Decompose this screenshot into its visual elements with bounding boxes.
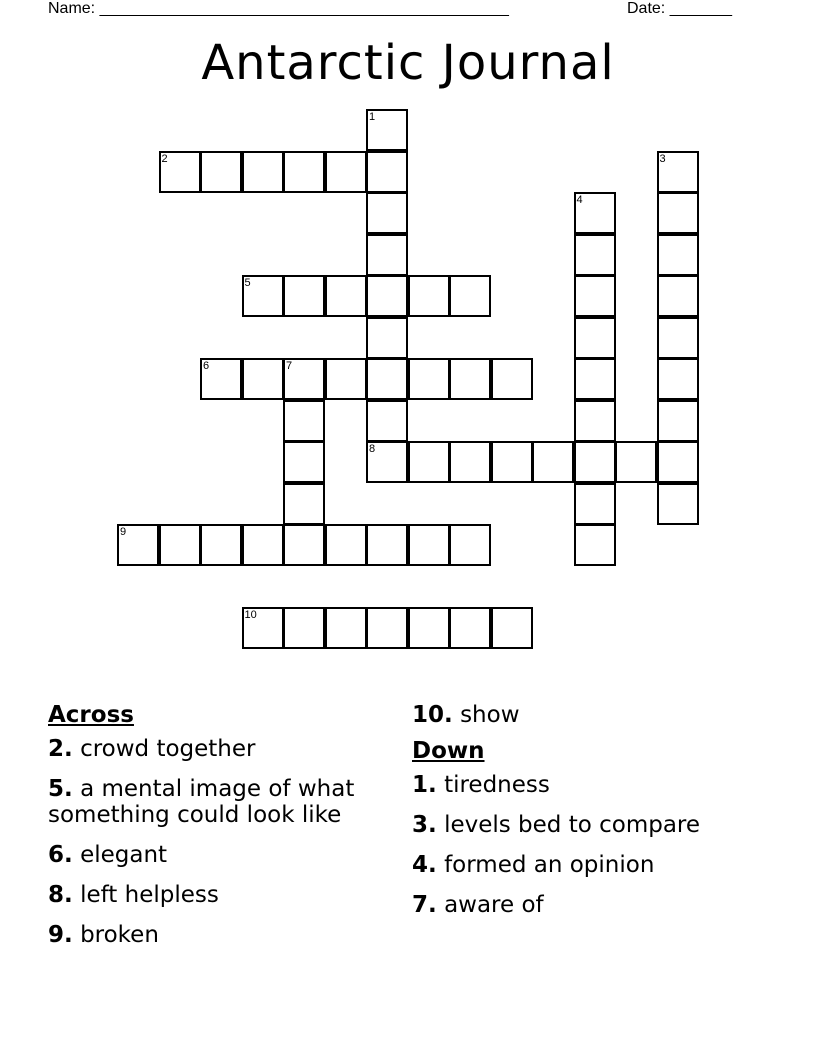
clue-number: 3 xyxy=(659,152,666,165)
grid-cell[interactable] xyxy=(283,441,325,483)
grid-cell[interactable] xyxy=(574,441,616,483)
clue-number: 1 xyxy=(369,111,376,123)
grid-cell[interactable] xyxy=(283,483,325,525)
grid-cell[interactable] xyxy=(283,358,325,400)
grid-cell[interactable] xyxy=(366,441,408,483)
grid-cell[interactable] xyxy=(449,275,491,317)
grid-cell[interactable] xyxy=(657,358,699,400)
grid-cell[interactable] xyxy=(325,358,367,400)
grid-cell[interactable] xyxy=(408,358,450,400)
grid-cell[interactable] xyxy=(449,524,491,566)
grid-cell[interactable] xyxy=(200,151,242,193)
grid-cell[interactable] xyxy=(532,441,574,483)
grid-cell[interactable] xyxy=(574,234,616,276)
grid-cell[interactable] xyxy=(366,400,408,442)
grid-cell[interactable] xyxy=(283,524,325,566)
grid-cell[interactable] xyxy=(449,441,491,483)
grid-cell[interactable] xyxy=(657,192,699,234)
grid-cell[interactable] xyxy=(325,607,367,649)
clues-right-column xyxy=(412,702,792,932)
across-heading: Across xyxy=(48,702,134,728)
grid-cell[interactable] xyxy=(657,400,699,442)
grid-cell[interactable] xyxy=(366,524,408,566)
grid-cell[interactable] xyxy=(615,441,657,483)
date-field-label: Date: _______ xyxy=(627,0,732,17)
grid-cell[interactable] xyxy=(283,607,325,649)
grid-cell[interactable] xyxy=(574,524,616,566)
down-heading: Down xyxy=(412,738,485,764)
grid-cell[interactable] xyxy=(657,483,699,525)
grid-cell[interactable] xyxy=(325,275,367,317)
puzzle-title: Antarctic Journal xyxy=(201,35,615,91)
grid-cell[interactable] xyxy=(449,607,491,649)
clue-across-9: 9. broken xyxy=(48,922,159,948)
grid-cell[interactable] xyxy=(366,151,408,193)
grid-cell[interactable] xyxy=(366,607,408,649)
grid-cell[interactable] xyxy=(200,358,242,400)
grid-cell[interactable] xyxy=(325,151,367,193)
clues-left-column xyxy=(48,702,388,962)
grid-cell[interactable] xyxy=(242,358,284,400)
grid-cell[interactable] xyxy=(242,607,284,649)
grid-cell[interactable] xyxy=(449,358,491,400)
grid-cell[interactable] xyxy=(242,151,284,193)
clue-number: 4 xyxy=(576,194,583,206)
grid-cell[interactable] xyxy=(117,524,159,566)
grid-cell[interactable] xyxy=(283,275,325,317)
clue-across-8: 8. left helpless xyxy=(48,882,219,908)
grid-cell[interactable] xyxy=(283,151,325,193)
grid-cell[interactable] xyxy=(366,234,408,276)
clue-number: 9 xyxy=(120,526,127,538)
clue-number: 6 xyxy=(203,360,210,372)
clue-number: 2 xyxy=(161,152,168,165)
grid-cell[interactable] xyxy=(366,109,408,151)
grid-cell[interactable] xyxy=(366,275,408,317)
grid-cell[interactable] xyxy=(574,483,616,525)
grid-cell[interactable] xyxy=(574,275,616,317)
clue-down-1: 1. tiredness xyxy=(412,772,550,798)
grid-cell[interactable] xyxy=(325,524,367,566)
clue-across-2: 2. crowd together xyxy=(48,736,256,762)
grid-cell[interactable] xyxy=(408,607,450,649)
clue-down-7: 7. aware of xyxy=(412,892,544,918)
clue-number: 8 xyxy=(369,443,376,455)
clue-across-10: 10. show xyxy=(412,702,520,728)
grid-cell[interactable] xyxy=(574,400,616,442)
grid-cell[interactable] xyxy=(491,358,533,400)
name-field-label: Name: ______________________________________________ xyxy=(48,0,509,17)
grid-cell[interactable] xyxy=(159,151,201,193)
grid-cell[interactable] xyxy=(242,275,284,317)
grid-cell[interactable] xyxy=(408,275,450,317)
clue-across-5: 5. a mental image of what something could look like xyxy=(48,776,355,828)
grid-cell[interactable] xyxy=(366,192,408,234)
grid-cell[interactable] xyxy=(574,358,616,400)
grid-cell[interactable] xyxy=(657,275,699,317)
grid-cell[interactable] xyxy=(366,317,408,359)
grid-cell[interactable] xyxy=(242,524,284,566)
grid-cell[interactable] xyxy=(657,151,699,193)
grid-cell[interactable] xyxy=(159,524,201,566)
grid-cell[interactable] xyxy=(200,524,242,566)
clue-number: 7 xyxy=(286,360,293,372)
clue-across-6: 6. elegant xyxy=(48,842,168,868)
clue-down-3: 3. levels bed to compare xyxy=(412,812,701,838)
clue-number: 5 xyxy=(244,277,251,289)
grid-cell[interactable] xyxy=(657,234,699,276)
clue-down-4: 4. formed an opinion xyxy=(412,852,655,878)
grid-cell[interactable] xyxy=(283,400,325,442)
grid-cell[interactable] xyxy=(491,607,533,649)
grid-cell[interactable] xyxy=(408,441,450,483)
grid-cell[interactable] xyxy=(574,192,616,234)
grid-cell[interactable] xyxy=(657,441,699,483)
grid-cell[interactable] xyxy=(408,524,450,566)
grid-cell[interactable] xyxy=(574,317,616,359)
grid-cell[interactable] xyxy=(491,441,533,483)
grid-cell[interactable] xyxy=(657,317,699,359)
grid-cell[interactable] xyxy=(366,358,408,400)
clue-number: 10 xyxy=(244,609,257,621)
